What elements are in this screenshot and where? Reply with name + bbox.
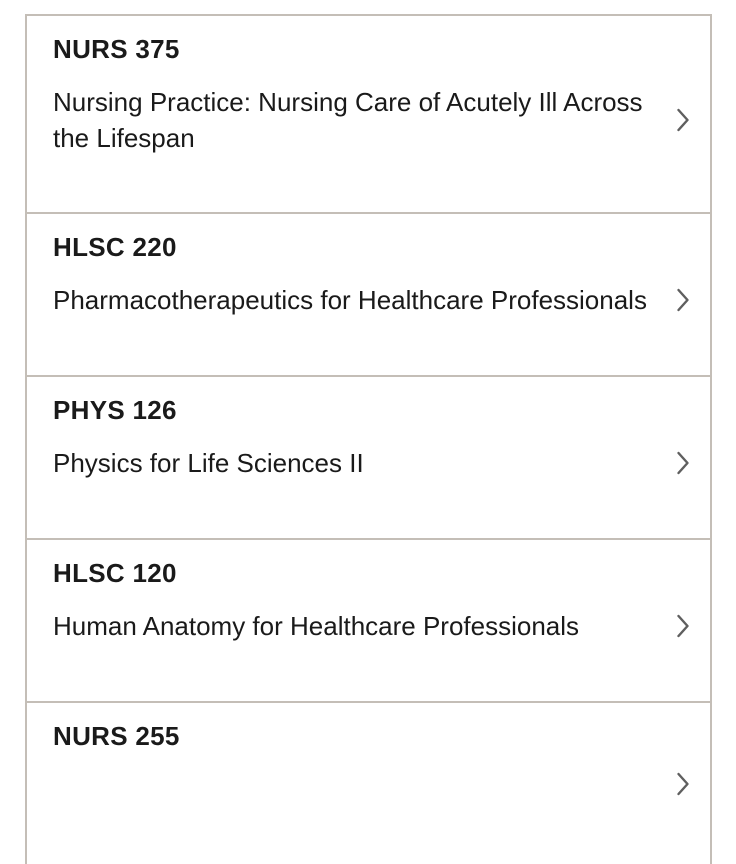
course-list-item[interactable] [27,701,710,864]
course-list-item[interactable] [27,212,710,375]
course-title: Pharmacotherapeutics for Healthcare Professionals [53,285,647,315]
course-title-row [53,771,690,797]
chevron-right-icon [676,107,690,133]
chevron-right-icon [676,450,690,476]
course-code: NURS 255 [53,721,180,751]
course-code: PHYS 126 [53,395,177,425]
course-code: HLSC 220 [53,232,177,262]
course-title: Physics for Life Sciences II [53,448,364,478]
course-title-row [53,608,690,644]
course-title-row [53,282,690,318]
course-title-row [53,445,690,481]
course-code: HLSC 120 [53,558,177,588]
course-list-item[interactable] [27,375,710,538]
course-list-item[interactable] [27,538,710,701]
course-list [25,14,712,864]
chevron-right-icon [676,287,690,313]
chevron-right-icon [676,771,690,797]
course-code: NURS 375 [53,34,180,64]
course-title: Nursing Practice: Nursing Care of Acutely Ill Across the Lifespan [53,87,643,153]
course-list-item[interactable] [27,16,710,212]
course-title: Human Anatomy for Healthcare Professionals [53,611,580,641]
chevron-right-icon [676,613,690,639]
course-title-row [53,84,690,156]
